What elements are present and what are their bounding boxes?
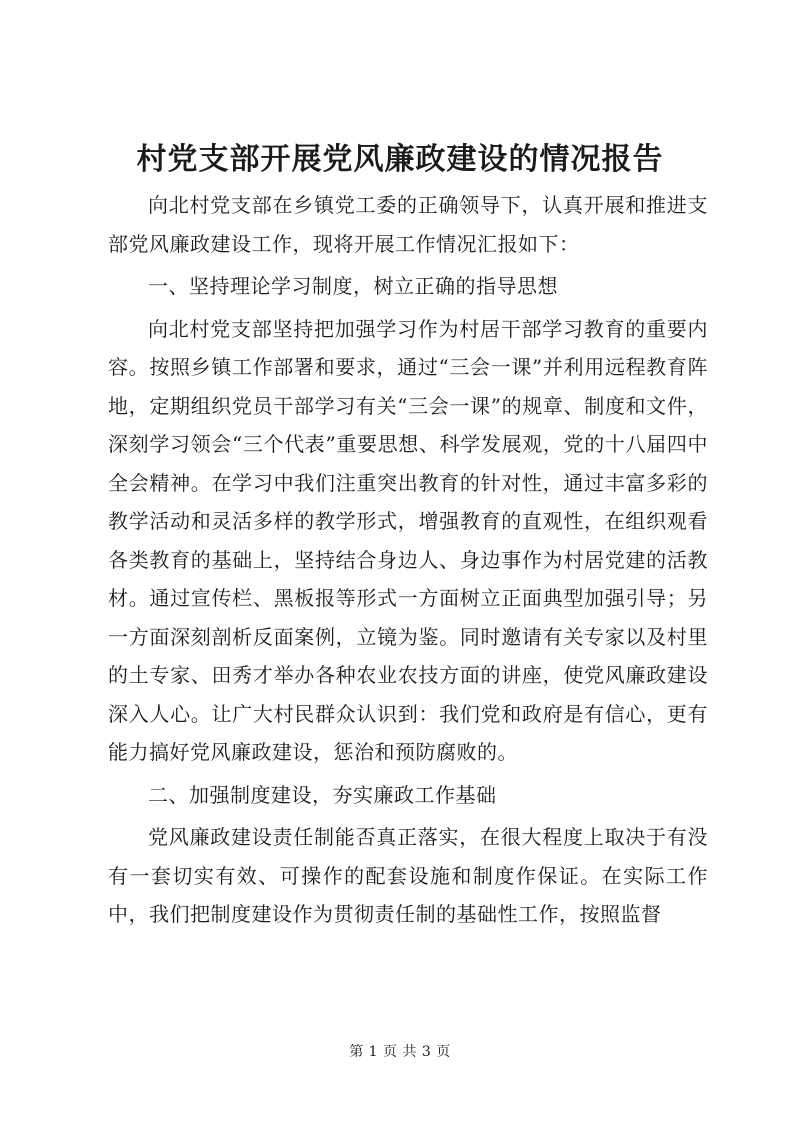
section-heading-1: 一、坚持理论学习制度，树立正确的指导思想	[148, 274, 558, 298]
page-number-footer: 第 1 页 共 3 页	[349, 1044, 451, 1060]
document-title: 村党支部开展党风廉政建设的情况报告	[136, 142, 664, 177]
document-body	[108, 186, 708, 934]
section-2-paragraph: 党风廉政建设责任制能否真正落实，在很大程度上取决于有没有一套切实有效、可操作的配套设施和制度作保证。在实际工作中，我们把制度建设作为贯彻责任制的基础性工作，按照监督	[108, 825, 708, 926]
intro-paragraph: 向北村党支部在乡镇党工委的正确领导下，认真开展和推进支部党风廉政建设工作，现将开展工作情况汇报如下：	[108, 193, 708, 256]
section-1-paragraph: 向北村党支部坚持把加强学习作为村居干部学习教育的重要内容。按照乡镇工作部署和要求，通过“三会一课”并利用远程教育阵地，定期组织党员干部学习有关“三会一课”的规章、制度和文件，深刻学习领会“三个代表”重要思想、科学发展观，党的十八届四中全会精神。在学习中我们注重突出教育的针对性，通过丰富多彩的教学活动和灵活多样的教学形式，增强教育的直观性，在组织观看各类教育的基础上，坚持结合身边人、身边事作为村居党建的活教材。通过宣传栏、黑板报等形式一方面树立正面典型加强引导；另一方面深刻剖析反面案例，立镜为鉴。同时邀请有关专家以及村里的土专家、田秀才举办各种农业农技方面的讲座，使党风廉政建设深入人心。让广大村民群众认识到：我们党和政府是有信心，更有能力搞好党风廉政建设，惩治和预防腐败的。	[108, 316, 708, 764]
section-heading-2: 二、加强制度建设，夯实廉政工作基础	[148, 782, 497, 807]
